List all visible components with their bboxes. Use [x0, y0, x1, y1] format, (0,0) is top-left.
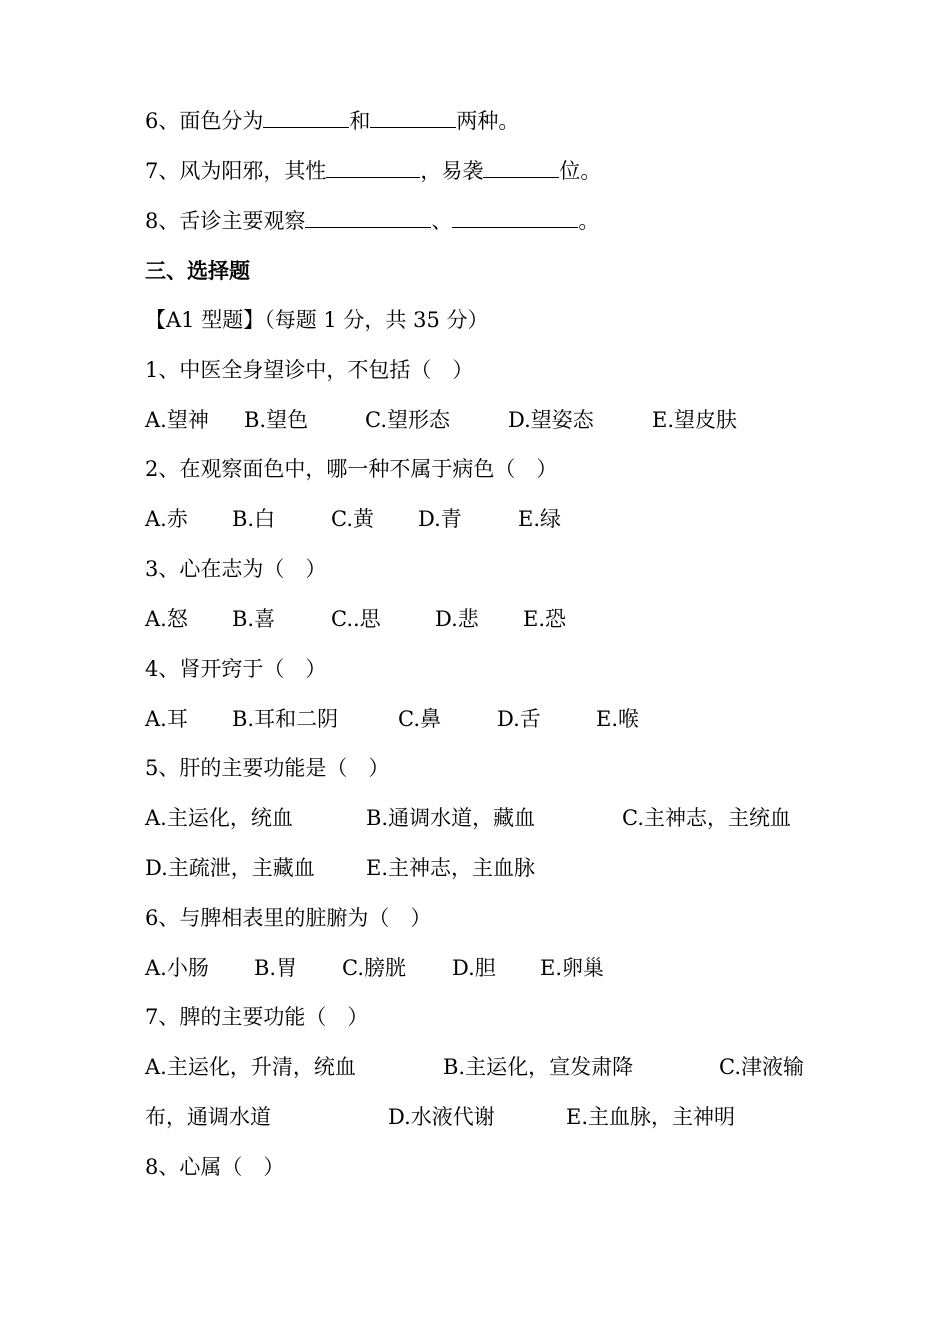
option[interactable]: E.卵巢: [540, 956, 605, 980]
option[interactable]: B.喜: [232, 607, 276, 631]
fill-text: 8、舌诊主要观察: [145, 209, 306, 233]
option[interactable]: A.小肠: [145, 956, 209, 980]
option[interactable]: C.津液输: [719, 1055, 804, 1079]
fill-text: 位。: [559, 159, 602, 183]
fill-question-7: [145, 157, 601, 185]
fill-question-6: [145, 107, 519, 135]
option[interactable]: E.主神志，主血脉: [366, 856, 536, 880]
option[interactable]: D.望姿态: [508, 408, 594, 432]
option[interactable]: E.主血脉，主神明: [566, 1105, 736, 1129]
option[interactable]: D.青: [418, 507, 462, 531]
answer-blank[interactable]: [326, 157, 420, 178]
answer-blank[interactable]: [483, 157, 559, 178]
option[interactable]: A.怒: [145, 607, 188, 631]
option-continuation: 布，通调水道: [145, 1105, 271, 1129]
option[interactable]: C.望形态: [365, 408, 450, 432]
option[interactable]: C.鼻: [398, 707, 441, 731]
fill-text: 7、风为阳邪，其性: [145, 159, 327, 183]
section-subtitle: 【A1 型题】（每题 1 分，共 35 分）: [145, 308, 489, 332]
option[interactable]: B.白: [232, 507, 276, 531]
option[interactable]: C..思: [331, 607, 381, 631]
option[interactable]: A.耳: [145, 707, 188, 731]
question-stem: 4、肾开窍于（ ）: [145, 657, 327, 681]
fill-text: 和: [349, 109, 371, 133]
option[interactable]: E.喉: [596, 707, 640, 731]
question-stem: 8、心属（ ）: [145, 1155, 285, 1179]
option[interactable]: A.主运化，统血: [145, 806, 293, 830]
question-stem: 2、在观察面色中，哪一种不属于病色（ ）: [145, 457, 558, 481]
section-title: 三、选择题: [145, 258, 250, 283]
option[interactable]: C.膀胱: [342, 956, 406, 980]
option[interactable]: B.耳和二阴: [232, 707, 339, 731]
option[interactable]: C.主神志，主统血: [622, 806, 791, 830]
option[interactable]: D.水液代谢: [388, 1105, 495, 1129]
option[interactable]: D.主疏泄，主藏血: [145, 856, 315, 880]
fill-text: 6、面色分为: [145, 109, 264, 133]
answer-blank[interactable]: [305, 207, 431, 228]
option[interactable]: A.望神: [145, 408, 209, 432]
question-stem: 3、心在志为（ ）: [145, 557, 327, 581]
option[interactable]: E.绿: [518, 507, 562, 531]
fill-text: 。: [578, 209, 600, 233]
question-stem: 5、肝的主要功能是（ ）: [145, 756, 390, 780]
fill-text: 、: [431, 209, 453, 233]
option[interactable]: B.通调水道，藏血: [366, 806, 536, 830]
option[interactable]: A.主运化，升清，统血: [145, 1055, 356, 1079]
option[interactable]: D.胆: [452, 956, 496, 980]
answer-blank[interactable]: [452, 207, 578, 228]
option[interactable]: B.胃: [254, 956, 298, 980]
answer-blank[interactable]: [263, 107, 349, 128]
option[interactable]: B.主运化，宣发肃降: [443, 1055, 634, 1079]
option[interactable]: E.望皮肤: [652, 408, 738, 432]
option[interactable]: D.悲: [435, 607, 479, 631]
option[interactable]: E.恐: [523, 607, 567, 631]
question-stem: 6、与脾相表里的脏腑为（ ）: [145, 906, 432, 930]
question-stem: 7、脾的主要功能（ ）: [145, 1005, 369, 1029]
option[interactable]: B.望色: [244, 408, 309, 432]
question-stem: 1、中医全身望诊中，不包括（ ）: [145, 358, 474, 382]
fill-text: ，易袭: [420, 159, 484, 183]
fill-question-8: [145, 207, 599, 235]
option[interactable]: D.舌: [497, 707, 541, 731]
option[interactable]: A.赤: [145, 507, 188, 531]
answer-blank[interactable]: [370, 107, 456, 128]
option[interactable]: C.黄: [331, 507, 374, 531]
fill-text: 两种。: [456, 109, 520, 133]
